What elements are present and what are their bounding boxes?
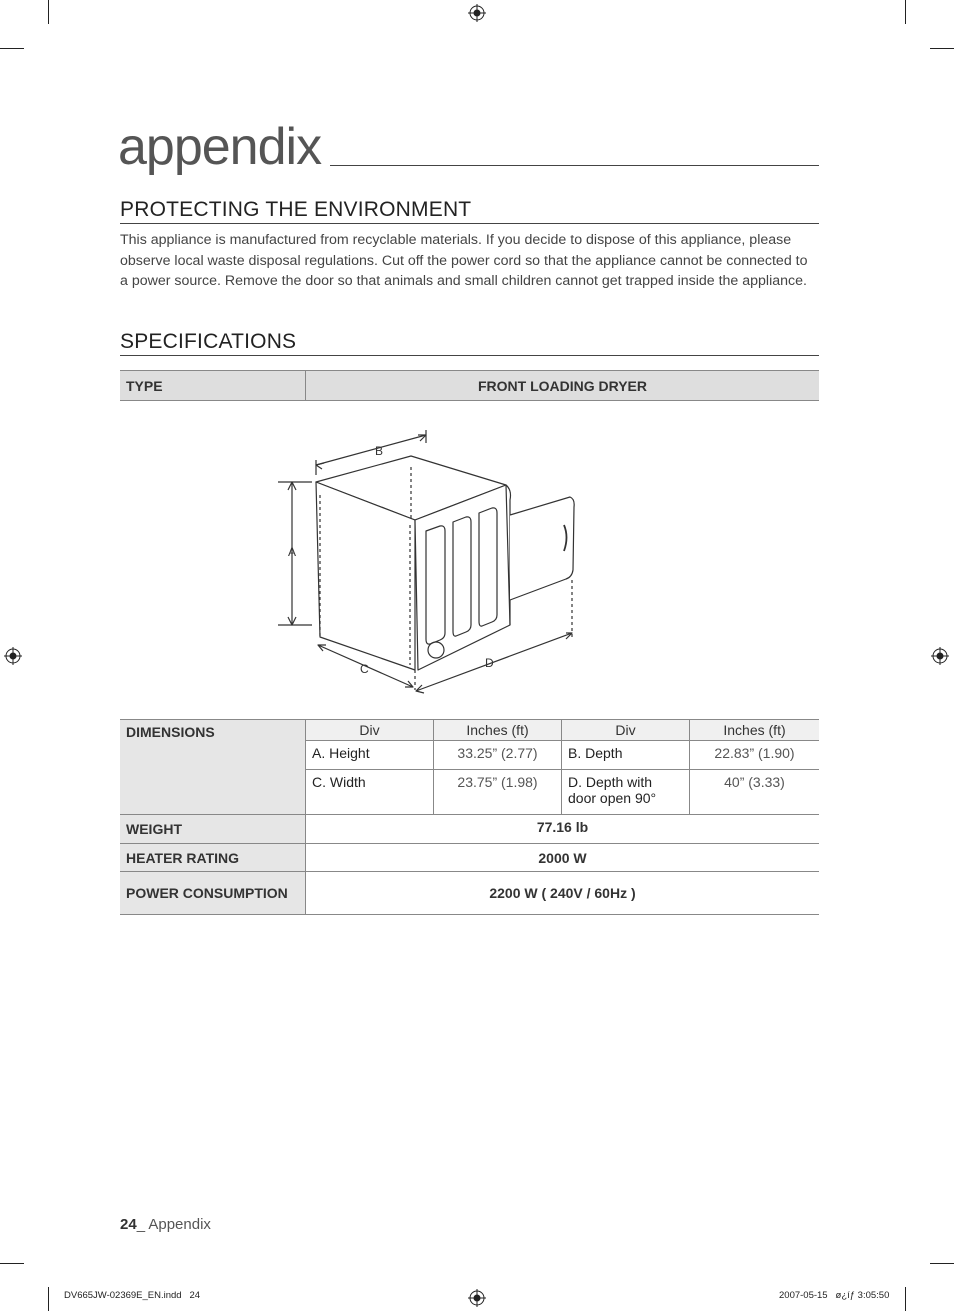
dimension-value: 22.83” (1.90) (690, 741, 820, 770)
crop-mark (930, 48, 954, 49)
power-value: 2200 W ( 240V / 60Hz ) (306, 872, 820, 915)
registration-mark-icon (468, 1289, 486, 1307)
heater-label: HEATER RATING (120, 844, 306, 872)
heater-value: 2000 W (306, 844, 820, 872)
crop-mark (930, 1263, 954, 1264)
col-header: Div (306, 720, 434, 741)
dimension-value: 33.25” (2.77) (434, 741, 562, 770)
environment-body: This appliance is manufactured from recyclable materials. If you decide to dispose of this appliance, please observe local waste disposal regulations. Cut off the power cord so that the appliance cannot be connected to a power source. Remove the door so that animals and small children cannot get trapped inside the appliance. (120, 232, 808, 290)
crop-mark (0, 48, 24, 49)
crop-mark (0, 1263, 24, 1264)
label-a: A (288, 545, 297, 559)
type-label: TYPE (120, 371, 306, 401)
type-table (120, 370, 819, 401)
dimension-name: D. Depth with door open 90° (562, 770, 690, 815)
col-header: Inches (ft) (434, 720, 562, 741)
weight-label: WEIGHT (120, 815, 306, 844)
dimensions-label: DIMENSIONS (120, 720, 306, 815)
dimension-value: 40” (3.33) (690, 770, 820, 815)
type-value: FRONT LOADING DRYER (306, 371, 820, 401)
col-header: Inches (ft) (690, 720, 820, 741)
print-slug-left: DV665JW-02369E_EN.indd 24 (64, 1290, 201, 1301)
weight-value: 77.16 lb (306, 815, 820, 844)
dimension-name: C. Width (306, 770, 434, 815)
heading-rule (120, 223, 819, 224)
dryer-dimension-diagram (270, 425, 590, 700)
col-header: Div (562, 720, 690, 741)
label-d: D (485, 656, 494, 670)
label-c: C (360, 662, 369, 676)
specifications-heading: SPECIFICATIONS (120, 330, 297, 353)
label-b: B (375, 444, 384, 458)
heading-rule (120, 355, 819, 356)
environment-heading: PROTECTING THE ENVIRONMENT (120, 198, 472, 221)
page-number: 24 (120, 1216, 137, 1233)
specifications-table (120, 719, 819, 915)
page-title: appendix (118, 118, 322, 176)
registration-mark-icon (931, 647, 949, 665)
page-label: _ Appendix (136, 1216, 211, 1233)
crop-mark (48, 1287, 49, 1311)
power-label: POWER CONSUMPTION (120, 872, 306, 915)
registration-mark-icon (4, 647, 22, 665)
registration-mark-icon (468, 4, 486, 22)
print-slug-right: 2007-05-15 ø¿íƒ 3:05:50 (779, 1290, 890, 1301)
crop-mark (905, 0, 906, 24)
crop-mark (48, 0, 49, 24)
dimension-value: 23.75” (1.98) (434, 770, 562, 815)
title-rule (330, 165, 819, 166)
page-footer (120, 1216, 211, 1233)
dimension-name: B. Depth (562, 741, 690, 770)
dimension-name: A. Height (306, 741, 434, 770)
crop-mark (905, 1287, 906, 1311)
